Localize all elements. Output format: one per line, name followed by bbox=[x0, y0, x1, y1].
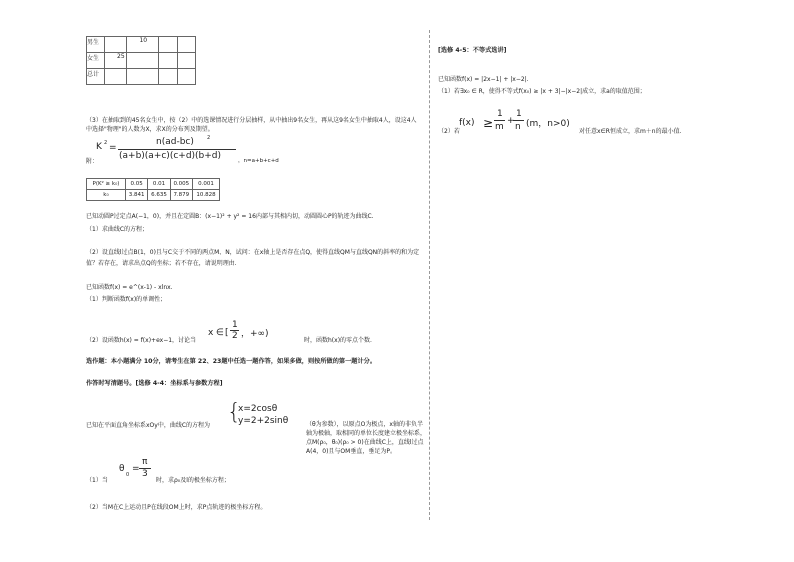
right-q2-f: f(x) bbox=[459, 118, 475, 128]
elective-note: 选作题：本小题满分 10分，请考生在第 22、23题中任选一题作答，如果多做，则按所做的第一题计分。 bbox=[86, 358, 377, 365]
right-q2-text-a: （2）若 bbox=[438, 128, 460, 135]
function-q2-var: x bbox=[208, 328, 214, 338]
table-cell: 10.828 bbox=[192, 190, 219, 201]
table-cell bbox=[177, 53, 195, 69]
fraction-bar bbox=[118, 149, 236, 150]
table-cell bbox=[127, 53, 159, 69]
formula-numerator: n(ad-bc) bbox=[156, 137, 194, 147]
table-cell: 10 bbox=[127, 37, 159, 53]
parametric-text-b: （θ为参数），以原点O为极点，x轴的非负半轴为极轴，取相同的单位长度建立极坐标系，点M(ρ₀，θ₀)(ρ₀ > 0)在曲线C上，直线l过点A(4，0)且与OM垂直，垂足为P。 bbox=[306, 421, 427, 455]
column-divider bbox=[429, 30, 430, 520]
function-q2-text-a: （2）设函数h(x) = f(x)+ex−1，讨论当 bbox=[86, 337, 197, 344]
circle-intro: 已知动圆P过定点A(−1，0)，并且在定圆B：(x−1)² + y² = 16内部与其相内切，动圆圆心P的轨迹为曲线C. bbox=[86, 213, 374, 220]
right-q1: （1）若∃x₀ ∈ R，使得不等式f(x₀) ≥ |x + 3|−|x−2|成立，求a的取值范围； bbox=[438, 88, 646, 95]
contingency-table bbox=[86, 36, 196, 85]
frac1-numerator: 1 bbox=[497, 109, 503, 119]
function-q2 bbox=[86, 318, 426, 346]
elective-title: 作答时写清题号。[选修 4-4：坐标系与参数方程] bbox=[86, 380, 223, 387]
table-cell: 7.879 bbox=[170, 190, 192, 201]
parametric-eq2: y=2+2sinθ bbox=[238, 416, 289, 426]
table-cell: 6.635 bbox=[148, 190, 170, 201]
circle-q1: （1）求曲线C的方程； bbox=[86, 226, 149, 233]
half-numerator: 1 bbox=[232, 320, 238, 330]
table-header-cell: 0.001 bbox=[192, 179, 219, 190]
function-q2-bracket: [ bbox=[225, 328, 229, 338]
parametric-q1-text-a: （1）当 bbox=[86, 477, 108, 484]
fraction-bar bbox=[494, 120, 505, 121]
table-header-cell: 0.01 bbox=[148, 179, 170, 190]
table-cell bbox=[177, 37, 195, 53]
table-row bbox=[87, 179, 220, 190]
parametric-q2: （2）当M在C上运动且P在线段OM上时，求P点轨迹的极坐标方程。 bbox=[86, 504, 267, 511]
function-intro: 已知函数f(x) = e^(x-1) - xlnx. bbox=[86, 284, 173, 291]
formula-prefix: 附： bbox=[86, 158, 99, 165]
pi-denominator: 3 bbox=[142, 469, 148, 479]
brace: { bbox=[227, 400, 241, 425]
q3-text: （3）在抽取到的45名女生中，按（2）中的选课情况进行分层抽样，从中抽出9名女生，再从这9名女生中抽取4人，设这4人中选择"物理"的人数为X，求X的分布列及期望。 bbox=[86, 117, 417, 133]
table-header-cell: 0.005 bbox=[170, 179, 192, 190]
table-cell: 3.841 bbox=[126, 190, 148, 201]
frac2-denominator: n bbox=[515, 122, 521, 132]
half-denominator: 2 bbox=[232, 331, 238, 341]
function-q2-in: ∈ bbox=[216, 328, 224, 338]
formula-eq: = bbox=[109, 143, 117, 153]
table-cell: 25 bbox=[105, 53, 127, 69]
table-row bbox=[87, 53, 196, 69]
theta: θ bbox=[119, 464, 125, 474]
table-cell: k₀ bbox=[87, 190, 126, 201]
parametric-eq1: x=2cosθ bbox=[238, 404, 278, 414]
table-cell bbox=[127, 69, 159, 85]
critical-value-table bbox=[86, 178, 220, 201]
function-q2-text-b: 时，函数h(x)的零点个数. bbox=[304, 337, 372, 344]
theta-sub: 0 bbox=[126, 472, 130, 478]
right-q2-ge: ≥ bbox=[483, 116, 494, 130]
table-cell bbox=[159, 37, 177, 53]
theta-eq: = bbox=[132, 464, 140, 474]
function-q1: （1）判断函数f(x)的单调性； bbox=[86, 296, 167, 303]
function-q2-infinity: ，+∞) bbox=[241, 329, 269, 339]
table-row bbox=[87, 190, 220, 201]
table-cell bbox=[159, 69, 177, 85]
formula-suffix: ，n=a+b+c+d bbox=[238, 158, 279, 164]
table-header-cell: 0.05 bbox=[126, 179, 148, 190]
formula-k-sup: 2 bbox=[104, 140, 108, 146]
table-row-label: 男生 bbox=[87, 37, 105, 53]
parametric-text-a: 已知在平面直角坐标系xOy中，曲线C的方程为 bbox=[86, 422, 211, 429]
table-cell bbox=[105, 37, 127, 53]
pi-numerator: π bbox=[142, 457, 148, 467]
right-q2-condition: (m，n>0) bbox=[526, 119, 570, 129]
table-row bbox=[87, 69, 196, 85]
table-row-label: 女生 bbox=[87, 53, 105, 69]
formula-denominator: (a+b)(a+c)(c+d)(b+d) bbox=[119, 151, 222, 161]
k2-formula bbox=[86, 135, 386, 168]
table-cell bbox=[177, 69, 195, 85]
right-q2 bbox=[438, 108, 768, 142]
parametric-q1-text-b: 时，求ρ₀及l的极坐标方程； bbox=[156, 477, 230, 484]
formula-numerator-sup: 2 bbox=[207, 135, 211, 141]
parametric-q1 bbox=[86, 458, 386, 488]
formula-k: K bbox=[96, 142, 102, 152]
right-q2-plus: + bbox=[507, 116, 515, 126]
table-row-label: 总计 bbox=[87, 69, 105, 85]
table-header-cell: P(K² ≥ k₀) bbox=[87, 179, 126, 190]
frac1-denominator: m bbox=[495, 122, 504, 132]
parametric-problem bbox=[86, 400, 427, 455]
right-q2-text-b: 对任意x∈R恒成立，求m＋n的最小值. bbox=[579, 128, 682, 135]
table-row bbox=[87, 37, 196, 53]
table-cell bbox=[159, 53, 177, 69]
frac2-numerator: 1 bbox=[516, 109, 522, 119]
right-section-title: [选修 4-5：不等式选讲] bbox=[438, 47, 507, 54]
circle-q2: （2）设直线l过点B(1，0)且与C交于不同的两点M、N，试问：在x轴上是否存在点Q，使得直线QM与直线QN的斜率的和为定值？若存在，请求出点Q的坐标；若不存在，请说明理由. bbox=[86, 249, 420, 267]
right-intro: 已知函数f(x) = |2x−1| + |x−2|. bbox=[438, 76, 529, 83]
table-cell bbox=[105, 69, 127, 85]
fraction-bar bbox=[513, 120, 524, 121]
